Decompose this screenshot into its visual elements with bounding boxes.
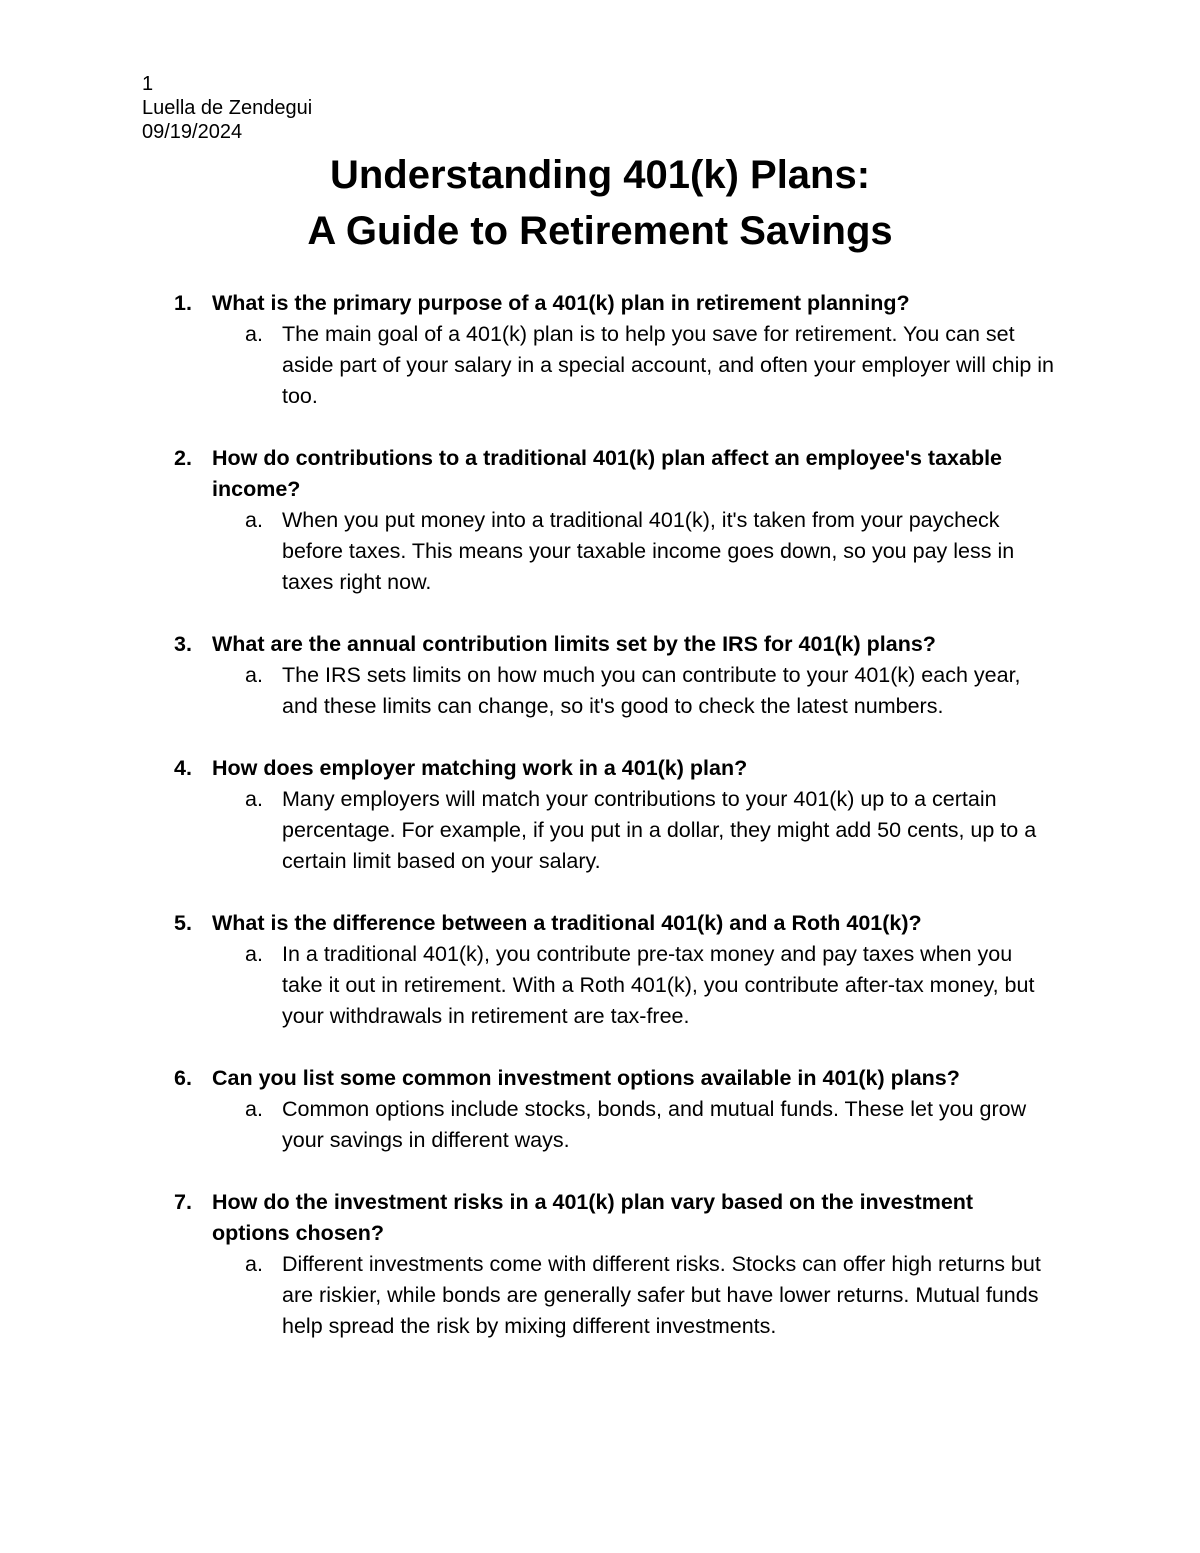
answer-letter: a. bbox=[245, 322, 263, 346]
answer-text: Common options include stocks, bonds, and mutual funds. These let you grow your savings in different ways. bbox=[282, 1097, 1027, 1152]
answer bbox=[0, 319, 1057, 412]
qa-item bbox=[0, 443, 1200, 598]
qa-list bbox=[0, 288, 1200, 1342]
qa-item bbox=[0, 1063, 1200, 1156]
question-number: 1. bbox=[174, 291, 192, 315]
document-header bbox=[142, 72, 312, 144]
question-number: 4. bbox=[174, 756, 192, 780]
question-number: 2. bbox=[174, 446, 192, 470]
document-date: 09/19/2024 bbox=[142, 121, 243, 143]
answer-text: Different investments come with different risks. Stocks can offer high returns but are riskier, while bonds are generally safer but have lower returns. Mutual funds help spread the risk by mixing different investments. bbox=[282, 1252, 1041, 1338]
answer-letter: a. bbox=[245, 508, 263, 532]
question bbox=[0, 443, 1032, 505]
question-number: 7. bbox=[174, 1190, 192, 1214]
question-text: How do contributions to a traditional 401(k) plan affect an employee's taxable income? bbox=[212, 446, 1003, 501]
answer-text: The main goal of a 401(k) plan is to help you save for retirement. You can set aside part of your salary in a special account, and often your employer will chip in too. bbox=[282, 322, 1055, 408]
qa-item bbox=[0, 908, 1200, 1032]
question-number: 3. bbox=[174, 632, 192, 656]
answer-text: In a traditional 401(k), you contribute pre-tax money and pay taxes when you take it out in retirement. With a Roth 401(k), you contribute after-tax money, but your withdrawals in retirement are tax-free. bbox=[282, 942, 1035, 1028]
answer-letter: a. bbox=[245, 663, 263, 687]
title-line-2: A Guide to Retirement Savings bbox=[307, 209, 893, 253]
answer-text: Many employers will match your contributions to your 401(k) up to a certain percentage. For example, if you put in a dollar, they might add 50 cents, up to a certain limit based on your salary. bbox=[282, 787, 1037, 873]
answer bbox=[0, 660, 1057, 722]
answer bbox=[0, 784, 1057, 877]
answer-letter: a. bbox=[245, 1252, 263, 1276]
author-name: Luella de Zendegui bbox=[142, 97, 313, 119]
answer-text: When you put money into a traditional 401(k), it's taken from your paycheck before taxes. This means your taxable income goes down, so you pay less in taxes right now. bbox=[282, 508, 1015, 594]
question-text: How do the investment risks in a 401(k) plan vary based on the investment options chosen? bbox=[212, 1190, 974, 1245]
question-text: Can you list some common investment options available in 401(k) plans? bbox=[212, 1066, 960, 1090]
answer bbox=[0, 1249, 1057, 1342]
question-text: What is the difference between a traditional 401(k) and a Roth 401(k)? bbox=[212, 911, 922, 935]
question-text: What is the primary purpose of a 401(k) plan in retirement planning? bbox=[212, 291, 910, 315]
qa-item bbox=[0, 753, 1200, 877]
answer-text: The IRS sets limits on how much you can contribute to your 401(k) each year, and these limits can change, so it's good to check the latest numbers. bbox=[282, 663, 1021, 718]
answer bbox=[0, 1094, 1057, 1156]
question bbox=[0, 908, 1032, 939]
question bbox=[0, 1063, 1032, 1094]
question-number: 6. bbox=[174, 1066, 192, 1090]
answer bbox=[0, 939, 1057, 1032]
qa-item bbox=[0, 629, 1200, 722]
question bbox=[0, 288, 1032, 319]
title-line-1: Understanding 401(k) Plans: bbox=[329, 153, 871, 197]
answer-letter: a. bbox=[245, 787, 263, 811]
question bbox=[0, 629, 1032, 660]
question bbox=[0, 1187, 1032, 1249]
qa-item bbox=[0, 288, 1200, 412]
qa-item bbox=[0, 1187, 1200, 1342]
answer-letter: a. bbox=[245, 942, 263, 966]
answer-letter: a. bbox=[245, 1097, 263, 1121]
question-number: 5. bbox=[174, 911, 192, 935]
page-title bbox=[0, 147, 1200, 259]
answer bbox=[0, 505, 1057, 598]
question-text: What are the annual contribution limits set by the IRS for 401(k) plans? bbox=[212, 632, 936, 656]
question-text: How does employer matching work in a 401(k) plan? bbox=[212, 756, 748, 780]
page-number: 1 bbox=[142, 73, 154, 95]
question bbox=[0, 753, 1032, 784]
